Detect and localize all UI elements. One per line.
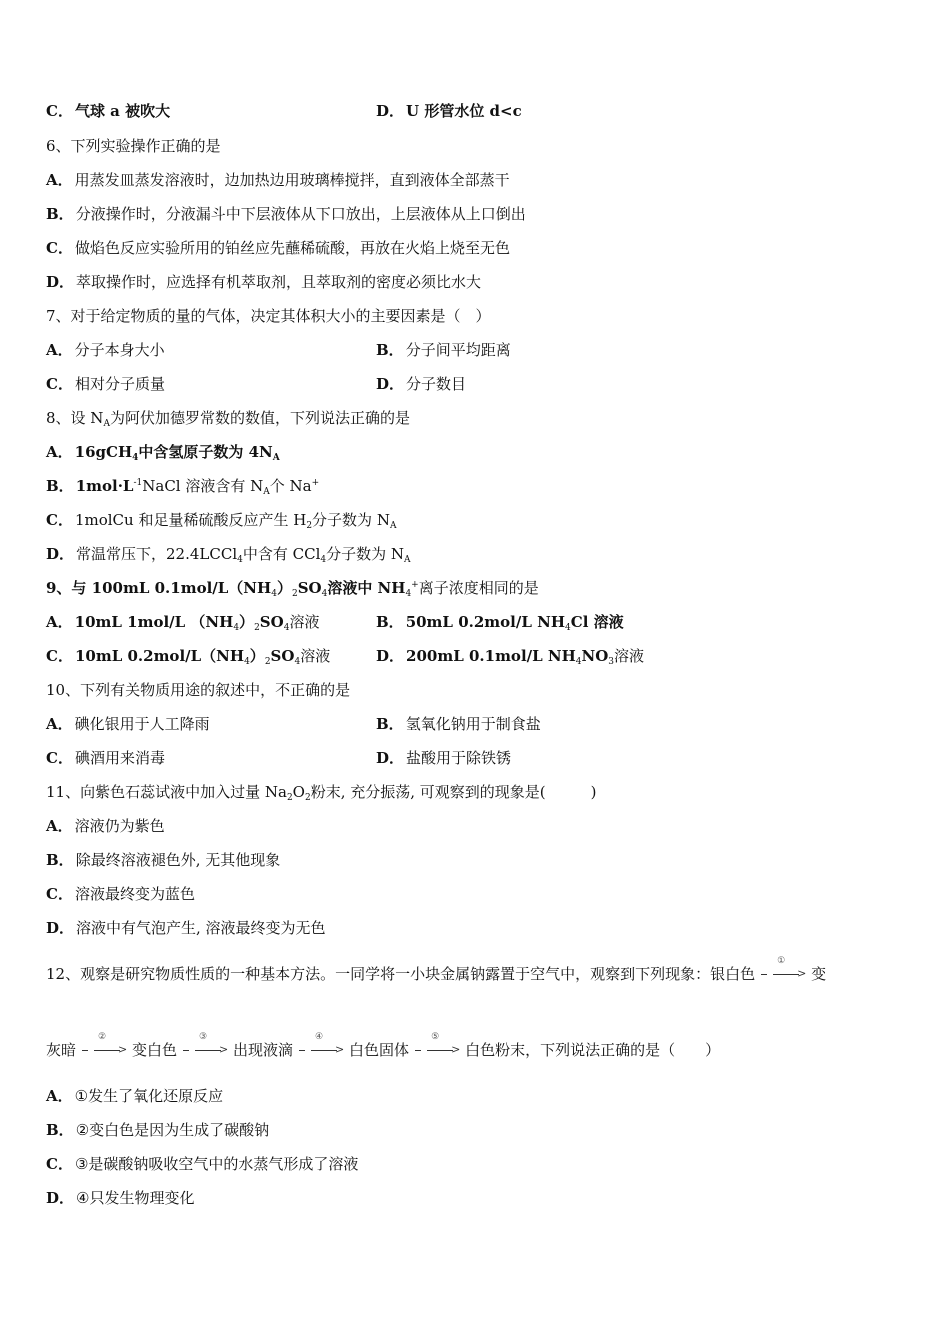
option-label: C．	[46, 375, 73, 393]
option-label: A．	[46, 341, 73, 359]
arrow-5-icon: > ⑤	[415, 1041, 459, 1061]
stem-text: 为阿伏加德罗常数的数值，下列说法正确的是	[109, 409, 410, 427]
q6-stem: 6、下列实验操作正确的是	[46, 137, 221, 155]
stem-text: 变白色	[132, 1041, 178, 1059]
option-text: 用蒸发皿蒸发溶液时，边加热边用玻璃棒搅拌，直到液体全部蒸干	[74, 171, 510, 189]
subscript: 4	[283, 623, 290, 633]
option-text: 分子本身大小	[74, 341, 165, 359]
subscript: 2	[286, 793, 293, 803]
option-text: 溶液仍为紫色	[74, 817, 165, 835]
option-text: 溶液	[614, 647, 645, 665]
q9-option-b	[376, 612, 624, 632]
subscript: 3	[608, 657, 615, 667]
q7-option-a	[46, 340, 165, 360]
option-text: 个 Na	[269, 477, 312, 495]
option-text: NO	[581, 647, 609, 665]
option-text: Cl 溶液	[570, 613, 624, 631]
q10-option-b	[376, 714, 541, 734]
option-label: A．	[46, 613, 73, 631]
option-label: D．	[46, 1189, 75, 1207]
subscript: 4	[132, 453, 139, 463]
subscript: 2	[304, 793, 311, 803]
stem-text: 8、设 N	[46, 409, 104, 427]
subscript: 2	[291, 589, 298, 599]
stem-text: 白色固体	[349, 1041, 410, 1059]
superscript: -1	[133, 478, 143, 488]
option-text: 分液操作时，分液漏斗中下层液体从下口放出，上层液体从上口倒出	[75, 205, 526, 223]
arrow-mark: ②	[98, 1032, 107, 1042]
option-text: ）	[239, 613, 255, 631]
arrow-3-icon: > ③	[183, 1041, 227, 1061]
option-label: B．	[376, 341, 404, 359]
stem-text: O	[292, 783, 305, 801]
q10-option-c	[46, 748, 165, 768]
option-text: 分子间平均距离	[405, 341, 511, 359]
stem-text: SO	[297, 579, 322, 597]
q6-option-c	[46, 238, 510, 258]
q12-option-d	[46, 1188, 194, 1208]
superscript: +	[411, 580, 419, 590]
option-label: A．	[46, 715, 73, 733]
option-label: D．	[376, 375, 405, 393]
subscript: 2	[306, 521, 313, 531]
stem-text: 粉末, 充分振荡, 可观察到的现象是( )	[310, 783, 597, 801]
option-text: 氢氧化钠用于制食盐	[405, 715, 541, 733]
option-text: 相对分子质量	[74, 375, 165, 393]
arrow-mark: ③	[199, 1032, 208, 1042]
arrow-mark: ①	[777, 956, 786, 966]
option-text: ④只发生物理变化	[76, 1189, 195, 1207]
option-text: 萃取操作时，应选择有机萃取剂，且萃取剂的密度必须比水大	[76, 273, 482, 291]
option-text: ）	[249, 647, 265, 665]
arrow-mark: ④	[315, 1032, 324, 1042]
option-label: D．	[46, 273, 75, 291]
q6-option-a	[46, 170, 510, 190]
option-text: 碘酒用来消毒	[74, 749, 165, 767]
option-label: B．	[46, 477, 74, 495]
stem-text: ）	[276, 579, 292, 597]
q11-stem	[46, 782, 597, 802]
q7-option-c	[46, 374, 165, 394]
stem-text: 离子浓度相同的是	[418, 579, 539, 597]
option-label: B．	[376, 715, 404, 733]
option-label: C．	[46, 239, 73, 257]
option-text: 除最终溶液褪色外, 无其他现象	[75, 851, 281, 869]
subscript: 2	[254, 623, 260, 633]
stem-text: 11、向紫色石蕊试液中加入过量 Na	[46, 783, 287, 801]
option-text: 气球 a 被吹大	[74, 102, 171, 120]
option-text: 碘化银用于人工降雨	[74, 715, 210, 733]
option-label: C．	[46, 647, 73, 665]
q12-stem-line2	[46, 1032, 721, 1061]
q9-option-c	[46, 646, 330, 666]
option-text: 分子数为 N	[326, 545, 405, 563]
subscript: 4	[575, 657, 582, 667]
subscript: A	[103, 419, 110, 429]
q8-stem	[46, 408, 410, 428]
option-label: D．	[376, 749, 405, 767]
option-text: 分子数目	[406, 375, 467, 393]
option-label: A．	[46, 817, 73, 835]
option-label: A．	[46, 443, 73, 461]
option-label: C．	[46, 511, 73, 529]
q6-option-b	[46, 204, 526, 224]
q10-option-d	[376, 748, 511, 768]
option-text: 常温常压下，22.4LCCl	[76, 545, 238, 563]
option-text: ①发生了氧化还原反应	[74, 1087, 224, 1105]
option-text: SO	[259, 613, 284, 631]
option-text: NaCl 溶液含有 N	[142, 477, 264, 495]
option-label: D．	[46, 919, 75, 937]
subscript: A	[263, 487, 270, 497]
option-text: 溶液中有气泡产生, 溶液最终变为无色	[76, 919, 326, 937]
q12-stem-line1	[46, 956, 827, 985]
stem-text: 灰暗	[46, 1041, 77, 1059]
stem-text: 9、与 100mL 0.1mol/L（NH	[46, 579, 272, 597]
q7-option-d	[376, 374, 466, 394]
arrow-2-icon: > ②	[82, 1041, 126, 1061]
subscript: 2	[264, 657, 271, 667]
option-label: B．	[46, 1121, 74, 1139]
q9-stem	[46, 578, 539, 598]
q7-stem: 7、对于给定物质的量的气体，决定其体积大小的主要因素是（ ）	[46, 307, 491, 325]
q9-option-d	[376, 646, 644, 666]
option-text: ③是碳酸钠吸收空气中的水蒸气形成了溶液	[74, 1155, 359, 1173]
q7-option-b	[376, 340, 511, 360]
q6-option-d	[46, 272, 481, 292]
option-text: U 形管水位 d<c	[406, 102, 522, 120]
stem-text: 出现液滴	[233, 1041, 294, 1059]
option-text: 10mL 1mol/L （NH	[74, 613, 234, 631]
subscript: 4	[271, 589, 277, 599]
option-label: A．	[46, 171, 73, 189]
q8-option-b	[46, 476, 319, 496]
stem-text: 溶液中 NH	[327, 579, 406, 597]
subscript: 4	[244, 657, 250, 667]
q10-option-a	[46, 714, 210, 734]
subscript: 4	[321, 589, 328, 599]
option-text: 中含有 CCl	[242, 545, 321, 563]
q8-option-a	[46, 442, 280, 462]
q9-option-a	[46, 612, 319, 632]
subscript: 4	[294, 657, 301, 667]
prev-option-c	[46, 101, 170, 121]
option-label: A．	[46, 1087, 73, 1105]
stem-text: 12、观察是研究物质性质的一种基本方法。一同学将一小块金属钠露置于空气中，观察到下列现象：银白色	[46, 965, 756, 983]
subscript: 4	[565, 623, 571, 633]
option-text: 盐酸用于除铁锈	[406, 749, 512, 767]
option-text: ②变白色是因为生成了碳酸钠	[75, 1121, 270, 1139]
q11-option-b	[46, 850, 280, 870]
option-label: C．	[46, 885, 73, 903]
subscript: 4	[237, 555, 243, 565]
q12-option-c	[46, 1154, 358, 1174]
option-text: 50mL 0.2mol/L NH	[405, 613, 566, 631]
arrow-mark: ⑤	[431, 1032, 440, 1042]
q8-option-d	[46, 544, 411, 564]
option-text: 200mL 0.1mol/L NH	[406, 647, 576, 665]
subscript: 4	[233, 623, 240, 633]
option-label: D．	[46, 545, 75, 563]
option-text: 溶液	[300, 647, 331, 665]
arrow-4-icon: > ④	[299, 1041, 343, 1061]
option-label: C．	[46, 102, 73, 120]
option-text: 做焰色反应实验所用的铂丝应先蘸稀硫酸，再放在火焰上烧至无色	[74, 239, 510, 257]
option-text: 1mol·L	[75, 477, 134, 495]
q11-option-c	[46, 884, 195, 904]
option-text: 溶液最终变为蓝色	[74, 885, 195, 903]
option-text: 16gCH	[74, 443, 133, 461]
subscript: A	[272, 453, 280, 463]
option-label: B．	[376, 613, 404, 631]
option-label: B．	[46, 205, 74, 223]
q12-option-b	[46, 1120, 269, 1140]
stem-text: 白色粉末，下列说法正确的是（ ）	[465, 1041, 721, 1059]
subscript: 4	[320, 555, 327, 565]
option-label: D．	[376, 647, 405, 665]
q12-option-a	[46, 1086, 223, 1106]
q11-option-d	[46, 918, 326, 938]
q8-option-c	[46, 510, 396, 530]
subscript: A	[389, 521, 397, 531]
q10-stem: 10、下列有关物质用途的叙述中，不正确的是	[46, 681, 351, 699]
subscript: A	[404, 555, 411, 565]
option-text: 分子数为 N	[312, 511, 390, 529]
superscript: +	[311, 478, 320, 488]
stem-text: 变	[811, 965, 827, 983]
option-text: 中含氢原子数为 4N	[138, 443, 273, 461]
option-text: 10mL 0.2mol/L（NH	[74, 647, 245, 665]
option-label: D．	[376, 102, 405, 120]
q11-option-a	[46, 816, 165, 836]
prev-option-d	[376, 101, 522, 121]
option-text: 溶液	[289, 613, 320, 631]
arrow-1-icon: > ①	[761, 965, 805, 985]
option-label: C．	[46, 1155, 73, 1173]
option-text: SO	[270, 647, 295, 665]
option-label: C．	[46, 749, 73, 767]
option-text: 1molCu 和足量稀硫酸反应产生 H	[74, 511, 307, 529]
subscript: 4	[405, 589, 412, 599]
option-label: B．	[46, 851, 74, 869]
